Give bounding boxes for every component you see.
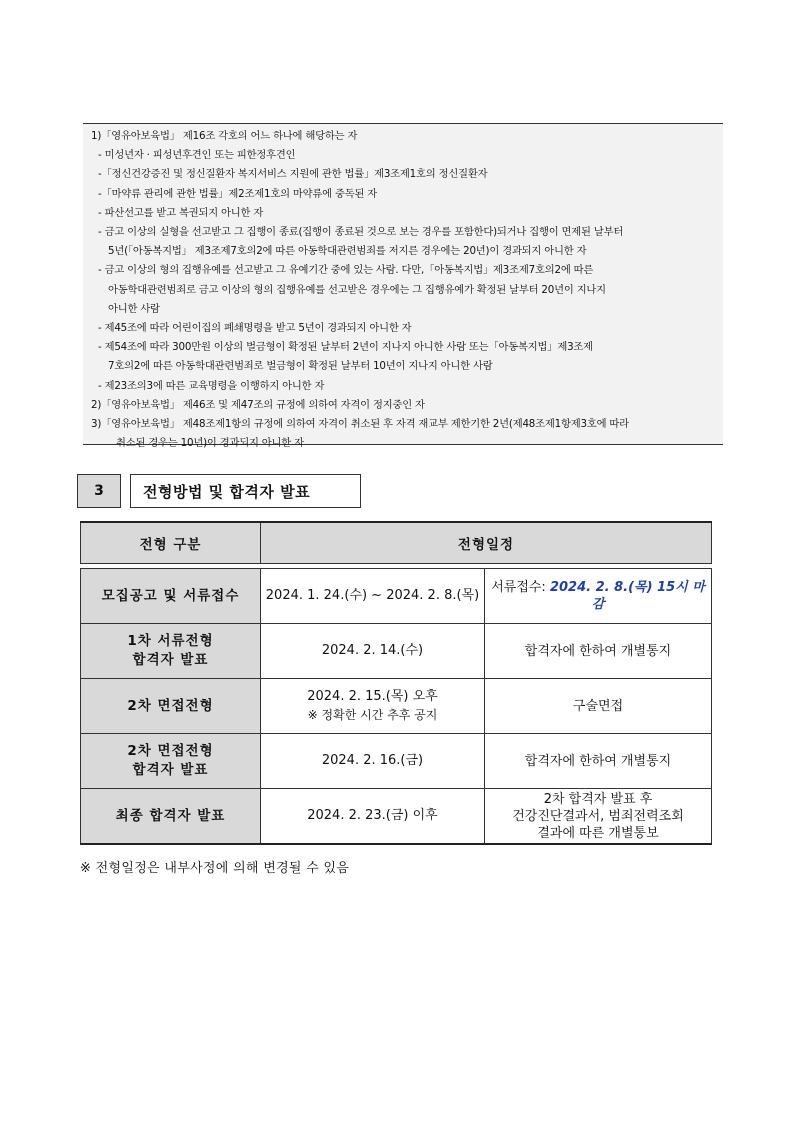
deadline-highlight: 2024. 2. 8.(목) 15시 마감 bbox=[549, 580, 705, 612]
table-row bbox=[81, 569, 712, 624]
row-date: 2024. 2. 23.(금) 이후 bbox=[261, 789, 485, 845]
notice-line: - 금고 이상의 형의 집행유예를 선고받고 그 유예기간 중에 있는 사람. 다만,「아동복지법」제3조제7호의2에 따른 bbox=[98, 264, 594, 277]
section-number: 3 bbox=[77, 474, 121, 508]
row-note: 합격자에 한하여 개별통지 bbox=[485, 624, 712, 679]
table-row bbox=[81, 679, 712, 734]
row-label: 2차 면접전형 bbox=[81, 679, 261, 734]
schedule-table bbox=[80, 521, 712, 845]
disqualification-notice bbox=[83, 123, 723, 450]
table-row bbox=[81, 624, 712, 679]
row-label bbox=[81, 734, 261, 789]
row-note-line3: 결과에 따른 개별통보 bbox=[537, 825, 659, 841]
notice-line: 아동학대관련범죄로 금고 이상의 형의 집행유예를 선고받은 경우에는 그 집행유예가 확정된 날부터 20년이 지나지 bbox=[108, 283, 606, 296]
table-header-row bbox=[81, 522, 712, 564]
notice-line: - 파산선고를 받고 복권되지 아니한 자 bbox=[98, 206, 264, 219]
row-label bbox=[81, 624, 261, 679]
row-label-line1: 2차 면접전형 bbox=[127, 743, 214, 759]
notice-line: 2)「영유아보육법」 제46조 및 제47조의 규정에 의하여 자격이 정지중인 자 bbox=[91, 398, 425, 411]
row-date: 2024. 1. 24.(수) ~ 2024. 2. 8.(목) bbox=[261, 569, 485, 624]
notice-line: 3)「영유아보육법」 제48조제1항의 규정에 의하여 자격이 취소된 후 자격 재교부 제한기한 2년(제48조제1항제3호에 따라 bbox=[91, 418, 629, 431]
table-row bbox=[81, 789, 712, 845]
notice-line: - 제54조에 따라 300만원 이상의 벌금형이 확정된 날부터 2년이 지나지 아니한 사람 또는「아동복지법」제3조제 bbox=[98, 341, 593, 354]
notice-line: - 제45조에 따라 어린이집의 폐쇄명령을 받고 5년이 경과되지 아니한 자 bbox=[98, 322, 412, 335]
notice-line: - 제23조의3에 따른 교육명령을 이행하지 아니한 자 bbox=[98, 379, 325, 392]
row-date: 2024. 2. 14.(수) bbox=[261, 624, 485, 679]
header-schedule: 전형일정 bbox=[261, 522, 712, 564]
notice-line: - 미성년자 · 피성년후견인 또는 피한정후견인 bbox=[98, 149, 296, 162]
row-date-line2: ※ 정확한 시간 추후 공지 bbox=[307, 707, 438, 722]
row-note: 합격자에 한하여 개별통지 bbox=[485, 734, 712, 789]
note-prefix: 서류접수: bbox=[491, 580, 550, 595]
row-note bbox=[485, 789, 712, 845]
notice-line: 7호의2에 따른 아동학대관련범죄로 벌금형이 확정된 날부터 10년이 지나지 아니한 사람 bbox=[108, 360, 493, 373]
notice-line: 아니한 사람 bbox=[108, 302, 160, 315]
row-label-line2: 합격자 발표 bbox=[132, 652, 209, 668]
row-label: 최종 합격자 발표 bbox=[81, 789, 261, 845]
table-row bbox=[81, 734, 712, 789]
row-date bbox=[261, 679, 485, 734]
schedule-footnote: ※ 전형일정은 내부사정에 의해 변경될 수 있음 bbox=[80, 861, 350, 876]
row-date: 2024. 2. 16.(금) bbox=[261, 734, 485, 789]
row-note-line2: 건강진단결과서, 범죄전력조회 bbox=[512, 808, 684, 824]
row-label-line1: 1차 서류전형 bbox=[127, 633, 214, 649]
row-note-line1: 2차 합격자 발표 후 bbox=[543, 791, 653, 807]
notice-line: 5년(「아동복지법」 제3조제7호의2에 따른 아동학대관련범죄를 저지른 경우에는 20년)이 경과되지 아니한 자 bbox=[108, 245, 587, 258]
row-note bbox=[485, 569, 712, 624]
notice-line: - 금고 이상의 실형을 선고받고 그 집행이 종료(집행이 종료된 것으로 보는 경우를 포함한다)되거나 집행이 면제된 날부터 bbox=[98, 226, 624, 239]
notice-line: 1)「영유아보육법」 제16조 각호의 어느 하나에 해당하는 자 bbox=[91, 130, 358, 142]
section-title: 전형방법 및 합격자 발표 bbox=[130, 474, 361, 508]
header-category: 전형 구분 bbox=[81, 522, 261, 564]
row-date-line1: 2024. 2. 15.(목) 오후 bbox=[307, 688, 438, 704]
row-note: 구술면접 bbox=[485, 679, 712, 734]
notice-line: -「정신건강증진 및 정신질환자 복지서비스 지원에 관한 법률」제3조제1호의 정신질환자 bbox=[98, 168, 488, 181]
notice-line: -「마약류 관리에 관한 법률」제2조제1호의 마약류에 중독된 자 bbox=[98, 187, 378, 200]
row-label: 모집공고 및 서류접수 bbox=[81, 569, 261, 624]
row-label-line2: 합격자 발표 bbox=[132, 762, 209, 778]
notice-line: 취소된 경우는 10년)이 경과되지 아니한 자 bbox=[116, 437, 304, 450]
